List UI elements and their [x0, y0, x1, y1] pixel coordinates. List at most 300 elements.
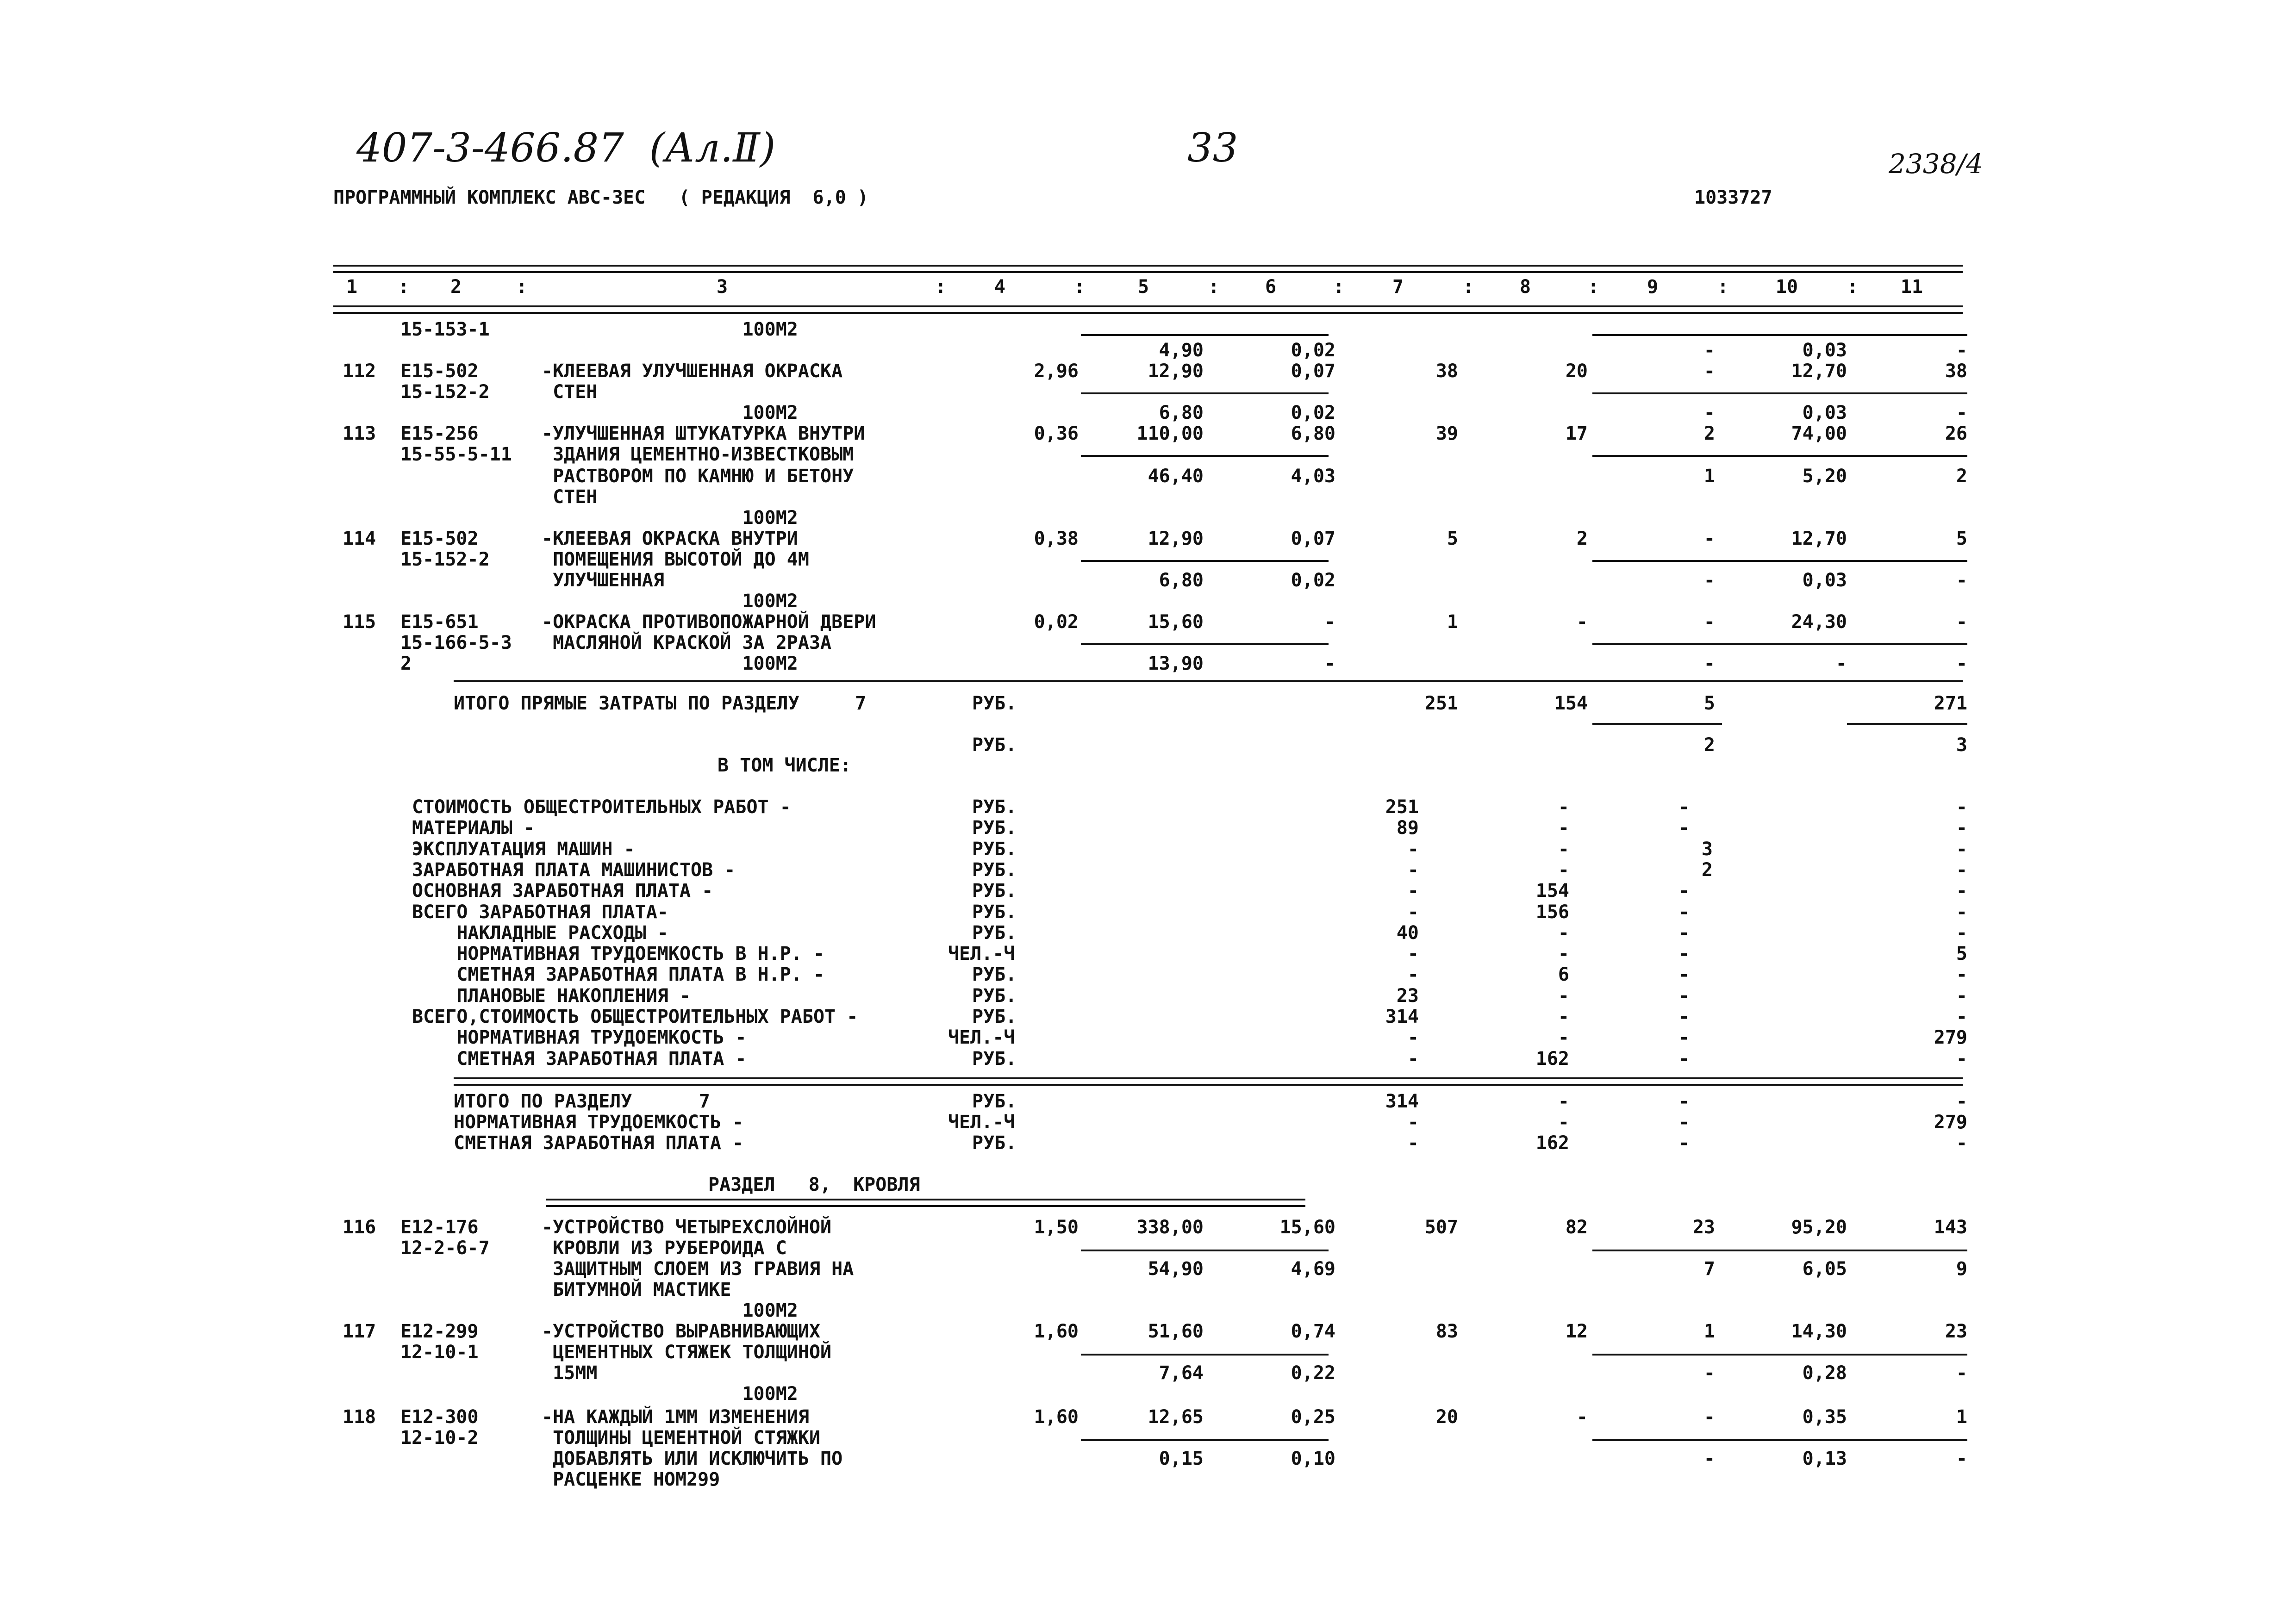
sub-underline — [1847, 1439, 1967, 1441]
item-c5: 15,60 — [1148, 611, 1204, 633]
roof-item-c11: 143 — [1934, 1217, 1967, 1238]
breakdown-label: НОРМАТИВНАЯ ТРУДОЕМКОСТЬ В Н.Р. - — [412, 943, 825, 964]
roof-item-c3: ЗАЩИТНЫМ СЛОЕМ ИЗ ГРАВИЯ НА — [542, 1258, 854, 1280]
item-c8: - — [1576, 611, 1588, 633]
column-header-1: 1 — [346, 276, 358, 298]
roof-item-c10: 95,20 — [1791, 1217, 1847, 1238]
breakdown-c11: - — [1956, 964, 1967, 985]
column-separator: : — [1074, 276, 1086, 298]
item-c11: - — [1956, 340, 1967, 361]
item-c2: 2 — [400, 653, 412, 674]
section-total-c7: - — [1407, 1132, 1419, 1154]
breakdown-c7: 251 — [1385, 796, 1419, 818]
breakdown-label: ЭКСПЛУАТАЦИЯ МАШИН - — [412, 839, 635, 860]
breakdown-c7: - — [1407, 1048, 1419, 1070]
sub-underline — [1847, 1250, 1967, 1251]
breakdown-c8: - — [1558, 817, 1569, 839]
item-c11: 2 — [1956, 466, 1967, 487]
breakdown-c11: - — [1956, 1006, 1967, 1027]
roof-item-c1: 117 — [343, 1321, 376, 1342]
total-direct-c11: 271 — [1934, 693, 1967, 714]
page-number: 33 — [1187, 125, 1238, 171]
roof-item-c2: Е12-299 — [400, 1321, 479, 1342]
breakdown-c11: - — [1956, 902, 1967, 923]
sub-underline — [1592, 643, 1722, 645]
item-c10: 0,03 — [1802, 402, 1847, 423]
item-c4: 0,38 — [1034, 528, 1079, 549]
item-c3: -КЛЕЕВАЯ УЛУЧШЕННАЯ ОКРАСКА — [542, 361, 843, 382]
total-direct-c11b: 3 — [1956, 734, 1967, 756]
sub-underline — [1592, 1439, 1722, 1441]
roof-item-c4: 1,60 — [1034, 1406, 1079, 1428]
sub-underline — [1592, 723, 1722, 725]
item-c11: - — [1956, 653, 1967, 674]
breakdown-c7: 40 — [1396, 922, 1419, 944]
roof-item-c9: - — [1703, 1448, 1715, 1469]
roof-item-c4: 1,50 — [1034, 1217, 1079, 1238]
roof-item-c5: 12,65 — [1148, 1406, 1204, 1428]
column-header-7: 7 — [1392, 276, 1404, 298]
roof-item-c1: 118 — [343, 1406, 376, 1428]
breakdown-c10: 3 — [1701, 839, 1713, 860]
item-c2: Е15-651 — [400, 611, 479, 633]
sub-underline — [1592, 560, 1722, 562]
column-header-10: 10 — [1775, 276, 1798, 298]
handwritten-code: 407-3-466.87 (Ал.Ⅱ) — [356, 125, 776, 171]
breakdown-unit: РУБ. — [972, 1006, 1017, 1027]
breakdown-c7: - — [1407, 859, 1419, 881]
sub-underline — [1081, 560, 1329, 562]
roof-item-c3: ТОЛЩИНЫ ЦЕМЕНТНОЙ СТЯЖКИ — [542, 1427, 821, 1449]
sub-underline — [1720, 643, 1849, 645]
roof-item-c6: 4,69 — [1291, 1258, 1335, 1280]
sub-underline — [1081, 392, 1329, 394]
column-separator: : — [1588, 276, 1599, 298]
item-c6: - — [1324, 653, 1335, 674]
item-c11: - — [1956, 402, 1967, 423]
sub-underline — [1720, 392, 1849, 394]
roof-item-c3: -УСТРОЙСТВО ВЫРАВНИВАЮЩИХ — [542, 1321, 821, 1342]
breakdown-unit: ЧЕЛ.-Ч — [948, 943, 1015, 964]
breakdown-c7: - — [1407, 943, 1419, 964]
item-c2: 15-55-5-11 — [400, 444, 512, 465]
breakdown-c9: - — [1678, 922, 1690, 944]
roof-item-c7: 20 — [1435, 1406, 1458, 1428]
breakdown-unit: РУБ. — [972, 796, 1017, 818]
breakdown-unit: РУБ. — [972, 922, 1017, 944]
sub-underline — [1592, 392, 1722, 394]
roof-item-c10: 6,05 — [1802, 1258, 1847, 1280]
breakdown-c11: 279 — [1934, 1027, 1967, 1048]
sub-underline — [1847, 723, 1967, 725]
breakdown-unit: РУБ. — [972, 1048, 1017, 1070]
roof-item-c3: КРОВЛИ ИЗ РУБЕРОИДА С — [542, 1237, 787, 1259]
item-c3: МАСЛЯНОЙ КРАСКОЙ ЗА 2РАЗА — [542, 632, 832, 653]
item-c6: 0,07 — [1291, 528, 1335, 549]
sub-underline — [1081, 1439, 1329, 1441]
column-separator: : — [1208, 276, 1220, 298]
breakdown-unit: РУБ. — [972, 839, 1017, 860]
breakdown-unit: РУБ. — [972, 902, 1017, 923]
item-c2: Е15-502 — [400, 528, 479, 549]
roof-item-c2: 12-2-6-7 — [400, 1237, 490, 1259]
section-total-label: НОРМАТИВНАЯ ТРУДОЕМКОСТЬ - — [454, 1112, 744, 1133]
roof-item-c11: 23 — [1945, 1321, 1967, 1342]
item-c6: 0,07 — [1291, 361, 1335, 382]
item-c3: 100М2 — [542, 319, 798, 340]
item-c3: 100М2 — [542, 591, 798, 612]
breakdown-c9: - — [1678, 964, 1690, 985]
item-c10: 12,70 — [1791, 361, 1847, 382]
section-total-unit: РУБ. — [972, 1091, 1017, 1112]
breakdown-c8: 6 — [1558, 964, 1569, 985]
roof-item-c2: Е12-300 — [400, 1406, 479, 1428]
table-top-rule — [333, 265, 1963, 273]
roof-item-c8: 12 — [1565, 1321, 1588, 1342]
column-header-11: 11 — [1900, 276, 1923, 298]
breakdown-c8: - — [1558, 839, 1569, 860]
item-c3: -КЛЕЕВАЯ ОКРАСКА ВНУТРИ — [542, 528, 798, 549]
breakdown-c11: - — [1956, 1048, 1967, 1070]
column-header-9: 9 — [1647, 276, 1659, 298]
item-c9: 1 — [1703, 466, 1715, 487]
total-direct-unit: РУБ. — [972, 693, 1017, 714]
section-total-c11: 279 — [1934, 1112, 1967, 1133]
section-total-c8: 162 — [1535, 1132, 1569, 1154]
roof-item-c8: 82 — [1565, 1217, 1588, 1238]
column-header-3: 3 — [716, 276, 728, 298]
sub-underline — [1847, 1354, 1967, 1356]
breakdown-c11: - — [1956, 880, 1967, 902]
column-header-5: 5 — [1137, 276, 1149, 298]
item-c11: - — [1956, 611, 1967, 633]
sub-underline — [1592, 1250, 1722, 1251]
item-c5: 12,90 — [1148, 361, 1204, 382]
section-total-c9: - — [1678, 1091, 1690, 1112]
roof-item-c5: 338,00 — [1136, 1217, 1204, 1238]
breakdown-c8: - — [1558, 1027, 1569, 1048]
roof-item-c3: -УСТРОЙСТВО ЧЕТЫРЕХСЛОЙНОЙ — [542, 1217, 832, 1238]
breakdown-c8: - — [1558, 985, 1569, 1007]
roof-item-c5: 7,64 — [1159, 1362, 1204, 1384]
item-c5: 6,80 — [1159, 570, 1204, 591]
item-c3: СТЕН — [542, 486, 598, 508]
section-total-rule — [454, 1077, 1963, 1086]
item-c11: 38 — [1945, 361, 1967, 382]
roof-item-c1: 116 — [343, 1217, 376, 1238]
breakdown-c9: - — [1678, 817, 1690, 839]
breakdown-c11: - — [1956, 839, 1967, 860]
program-title: ПРОГРАММНЫЙ КОМПЛЕКС АВС-3ЕС ( РЕДАКЦИЯ 6,0 ) — [333, 187, 868, 208]
column-separator: : — [1333, 276, 1345, 298]
sub-underline — [1592, 334, 1722, 336]
column-header-6: 6 — [1265, 276, 1277, 298]
roof-item-c7: 83 — [1435, 1321, 1458, 1342]
sub-underline — [1081, 643, 1329, 645]
sheet-ref: 2338/4 — [1889, 148, 1984, 180]
item-c4: 2,96 — [1034, 361, 1079, 382]
item-c2: 15-152-2 — [400, 549, 490, 570]
breakdown-c8: - — [1558, 859, 1569, 881]
column-separator: : — [1463, 276, 1474, 298]
total-top-rule — [454, 680, 1963, 682]
breakdown-c9: - — [1678, 985, 1690, 1007]
item-c3: 100М2 — [542, 653, 798, 674]
item-c10: 74,00 — [1791, 423, 1847, 444]
roof-item-c10: 14,30 — [1791, 1321, 1847, 1342]
breakdown-label: ЗАРАБОТНАЯ ПЛАТА МАШИНИСТОВ - — [412, 859, 736, 881]
column-separator: : — [935, 276, 947, 298]
item-c5: 13,90 — [1148, 653, 1204, 674]
item-c3: 100М2 — [542, 402, 798, 423]
item-c1: 113 — [343, 423, 376, 444]
section-total-c8: - — [1558, 1091, 1569, 1112]
item-c9: - — [1703, 611, 1715, 633]
item-c1: 115 — [343, 611, 376, 633]
section-total-c7: - — [1407, 1112, 1419, 1133]
roof-item-c6: 0,25 — [1291, 1406, 1335, 1428]
item-c3: ПОМЕЩЕНИЯ ВЫСОТОЙ ДО 4М — [542, 549, 809, 570]
roof-item-c8: - — [1576, 1406, 1588, 1428]
item-c5: 12,90 — [1148, 528, 1204, 549]
total-direct-c8: 154 — [1554, 693, 1588, 714]
item-c1: 114 — [343, 528, 376, 549]
roof-item-c2: Е12-176 — [400, 1217, 479, 1238]
sub-underline — [1847, 392, 1967, 394]
item-c2: Е15-256 — [400, 423, 479, 444]
section-8-underline — [546, 1199, 1305, 1207]
breakdown-label: СМЕТНАЯ ЗАРАБОТНАЯ ПЛАТА В Н.Р. - — [412, 964, 825, 985]
breakdown-label: ПЛАНОВЫЕ НАКОПЛЕНИЯ - — [412, 985, 691, 1007]
breakdown-unit: РУБ. — [972, 880, 1017, 902]
breakdown-c9: - — [1678, 880, 1690, 902]
breakdown-label: ВСЕГО ЗАРАБОТНАЯ ПЛАТА- — [412, 902, 668, 923]
item-c9: - — [1703, 653, 1715, 674]
breakdown-c11: - — [1956, 922, 1967, 944]
total-direct-unit2: РУБ. — [972, 734, 1017, 756]
item-c10: 24,30 — [1791, 611, 1847, 633]
breakdown-c7: 23 — [1396, 985, 1419, 1007]
roof-item-c7: 507 — [1424, 1217, 1458, 1238]
including-label: В ТОМ ЧИСЛЕ: — [718, 755, 851, 776]
item-c3: 100М2 — [542, 507, 798, 529]
item-c5: 6,80 — [1159, 402, 1204, 423]
item-c9: - — [1703, 528, 1715, 549]
roof-item-c3: -НА КАЖДЫЙ 1ММ ИЗМЕНЕНИЯ — [542, 1406, 809, 1428]
breakdown-c9: - — [1678, 1027, 1690, 1048]
section-8-title: РАЗДЕЛ 8, КРОВЛЯ — [708, 1174, 920, 1195]
roof-item-c9: - — [1703, 1406, 1715, 1428]
roof-item-c9: 23 — [1692, 1217, 1715, 1238]
breakdown-c8: 162 — [1535, 1048, 1569, 1070]
item-c10: 0,03 — [1802, 570, 1847, 591]
item-c9: - — [1703, 402, 1715, 423]
breakdown-c9: - — [1678, 1048, 1690, 1070]
sub-underline — [1081, 1354, 1329, 1356]
sub-underline — [1720, 334, 1849, 336]
section-total-label: СМЕТНАЯ ЗАРАБОТНАЯ ПЛАТА - — [454, 1132, 744, 1154]
column-separator: : — [516, 276, 528, 298]
roof-item-c5: 0,15 — [1159, 1448, 1204, 1469]
breakdown-c11: - — [1956, 817, 1967, 839]
breakdown-c7: - — [1407, 880, 1419, 902]
roof-item-c3: ЦЕМЕНТНЫХ СТЯЖЕК ТОЛЩИНОЙ — [542, 1342, 832, 1363]
sub-underline — [1592, 455, 1722, 457]
roof-item-c6: 0,22 — [1291, 1362, 1335, 1384]
roof-item-c11: - — [1956, 1362, 1967, 1384]
item-c7: 39 — [1435, 423, 1458, 444]
breakdown-c7: - — [1407, 902, 1419, 923]
roof-item-c9: 7 — [1703, 1258, 1715, 1280]
column-separator: : — [1717, 276, 1729, 298]
sub-underline — [1081, 1250, 1329, 1251]
item-c2: 15-152-2 — [400, 381, 490, 403]
breakdown-label: НАКЛАДНЫЕ РАСХОДЫ - — [412, 922, 668, 944]
roof-item-c3: ДОБАВЛЯТЬ ИЛИ ИСКЛЮЧИТЬ ПО — [542, 1448, 843, 1469]
breakdown-c10: 2 — [1701, 859, 1713, 881]
item-c3: УЛУЧШЕННАЯ — [542, 570, 664, 591]
total-direct-label: ИТОГО ПРЯМЫЕ ЗАТРАТЫ ПО РАЗДЕЛУ 7 — [454, 693, 867, 714]
sub-underline — [1720, 1354, 1849, 1356]
item-c5: 110,00 — [1136, 423, 1204, 444]
section-total-c9: - — [1678, 1112, 1690, 1133]
sub-underline — [1208, 334, 1329, 336]
column-separator: : — [398, 276, 410, 298]
item-c10: 5,20 — [1802, 466, 1847, 487]
column-separator: : — [1847, 276, 1859, 298]
item-c9: 2 — [1703, 423, 1715, 444]
breakdown-c8: - — [1558, 943, 1569, 964]
sub-underline — [1720, 1250, 1849, 1251]
item-c2: Е15-502 — [400, 361, 479, 382]
total-direct-c9: 5 — [1703, 693, 1715, 714]
breakdown-c11: - — [1956, 796, 1967, 818]
item-c4: 0,36 — [1034, 423, 1079, 444]
breakdown-c8: - — [1558, 796, 1569, 818]
breakdown-c9: - — [1678, 796, 1690, 818]
breakdown-c11: - — [1956, 985, 1967, 1007]
roof-item-c11: 9 — [1956, 1258, 1967, 1280]
breakdown-c7: - — [1407, 839, 1419, 860]
breakdown-c9: - — [1678, 902, 1690, 923]
breakdown-unit: РУБ. — [972, 859, 1017, 881]
roof-item-c6: 0,74 — [1291, 1321, 1335, 1342]
item-c6: 4,03 — [1291, 466, 1335, 487]
item-c8: 2 — [1576, 528, 1588, 549]
item-c6: - — [1324, 611, 1335, 633]
roof-item-c4: 1,60 — [1034, 1321, 1079, 1342]
section-total-c9: - — [1678, 1132, 1690, 1154]
section-total-unit: РУБ. — [972, 1132, 1017, 1154]
roof-item-c5: 54,90 — [1148, 1258, 1204, 1280]
breakdown-c8: 156 — [1535, 902, 1569, 923]
item-c10: - — [1835, 653, 1847, 674]
column-header-2: 2 — [450, 276, 462, 298]
breakdown-unit: ЧЕЛ.-Ч — [948, 1027, 1015, 1048]
breakdown-c8: - — [1558, 922, 1569, 944]
breakdown-c7: - — [1407, 964, 1419, 985]
item-c11: 5 — [1956, 528, 1967, 549]
section-total-label: ИТОГО ПО РАЗДЕЛУ 7 — [454, 1091, 710, 1112]
item-c8: 20 — [1565, 361, 1588, 382]
item-c9: - — [1703, 361, 1715, 382]
item-c3: СТЕН — [542, 381, 598, 403]
roof-item-c2: 12-10-1 — [400, 1342, 479, 1363]
item-c1: 112 — [343, 361, 376, 382]
breakdown-label: СМЕТНАЯ ЗАРАБОТНАЯ ПЛАТА - — [412, 1048, 747, 1070]
sub-underline — [1720, 560, 1849, 562]
breakdown-c8: 154 — [1535, 880, 1569, 902]
roof-item-c9: - — [1703, 1362, 1715, 1384]
breakdown-c7: 89 — [1396, 817, 1419, 839]
item-c2: 15-166-5-3 — [400, 632, 512, 653]
breakdown-label: МАТЕРИАЛЫ - — [412, 817, 535, 839]
item-c8: 17 — [1565, 423, 1588, 444]
roof-item-c10: 0,28 — [1802, 1362, 1847, 1384]
roof-item-c2: 12-10-2 — [400, 1427, 479, 1449]
total-direct-c9b: 2 — [1703, 734, 1715, 756]
item-c6: 0,02 — [1291, 340, 1335, 361]
total-direct-c7: 251 — [1424, 693, 1458, 714]
item-c3: -ОКРАСКА ПРОТИВОПОЖАРНОЙ ДВЕРИ — [542, 611, 876, 633]
roof-item-c3: БИТУМНОЙ МАСТИКЕ — [542, 1279, 731, 1300]
item-c5: 46,40 — [1148, 466, 1204, 487]
roof-item-c10: 0,13 — [1802, 1448, 1847, 1469]
item-c6: 6,80 — [1291, 423, 1335, 444]
column-header-4: 4 — [994, 276, 1006, 298]
item-c3: -УЛУЧШЕННАЯ ШТУКАТУРКА ВНУТРИ — [542, 423, 865, 444]
breakdown-unit: РУБ. — [972, 817, 1017, 839]
item-c7: 1 — [1447, 611, 1458, 633]
item-c7: 5 — [1447, 528, 1458, 549]
item-c6: 0,02 — [1291, 402, 1335, 423]
breakdown-c9: - — [1678, 943, 1690, 964]
sub-underline — [1720, 455, 1849, 457]
section-total-c11: - — [1956, 1132, 1967, 1154]
sub-underline — [1847, 560, 1967, 562]
sub-underline — [1847, 334, 1967, 336]
roof-item-c3: 100М2 — [542, 1383, 798, 1405]
item-c3: РАСТВОРОМ ПО КАМНЮ И БЕТОНУ — [542, 466, 854, 487]
breakdown-unit: РУБ. — [972, 985, 1017, 1007]
sub-underline — [1081, 455, 1329, 457]
item-c10: 0,03 — [1802, 340, 1847, 361]
item-c2: 15-153-1 — [400, 319, 490, 340]
item-c4: 0,02 — [1034, 611, 1079, 633]
item-c9: - — [1703, 570, 1715, 591]
item-c6: 0,02 — [1291, 570, 1335, 591]
breakdown-c11: 5 — [1956, 943, 1967, 964]
breakdown-c9: - — [1678, 1006, 1690, 1027]
breakdown-c8: - — [1558, 1006, 1569, 1027]
roof-item-c9: 1 — [1703, 1321, 1715, 1342]
roof-item-c3: 15ММ — [542, 1362, 598, 1384]
section-total-c7: 314 — [1385, 1091, 1419, 1112]
breakdown-c7: 314 — [1385, 1006, 1419, 1027]
section-total-unit: ЧЕЛ.-Ч — [948, 1112, 1015, 1133]
breakdown-c11: - — [1956, 859, 1967, 881]
item-c11: 26 — [1945, 423, 1967, 444]
breakdown-unit: РУБ. — [972, 964, 1017, 985]
item-c9: - — [1703, 340, 1715, 361]
sub-underline — [1847, 455, 1967, 457]
breakdown-label: ВСЕГО,СТОИМОСТЬ ОБЩЕСТРОИТЕЛЬНЫХ РАБОТ - — [412, 1006, 858, 1027]
roof-item-c6: 0,10 — [1291, 1448, 1335, 1469]
breakdown-label: ОСНОВНАЯ ЗАРАБОТНАЯ ПЛАТА - — [412, 880, 713, 902]
roof-item-c11: 1 — [1956, 1406, 1967, 1428]
roof-item-c3: 100М2 — [542, 1300, 798, 1321]
section-total-c11: - — [1956, 1091, 1967, 1112]
